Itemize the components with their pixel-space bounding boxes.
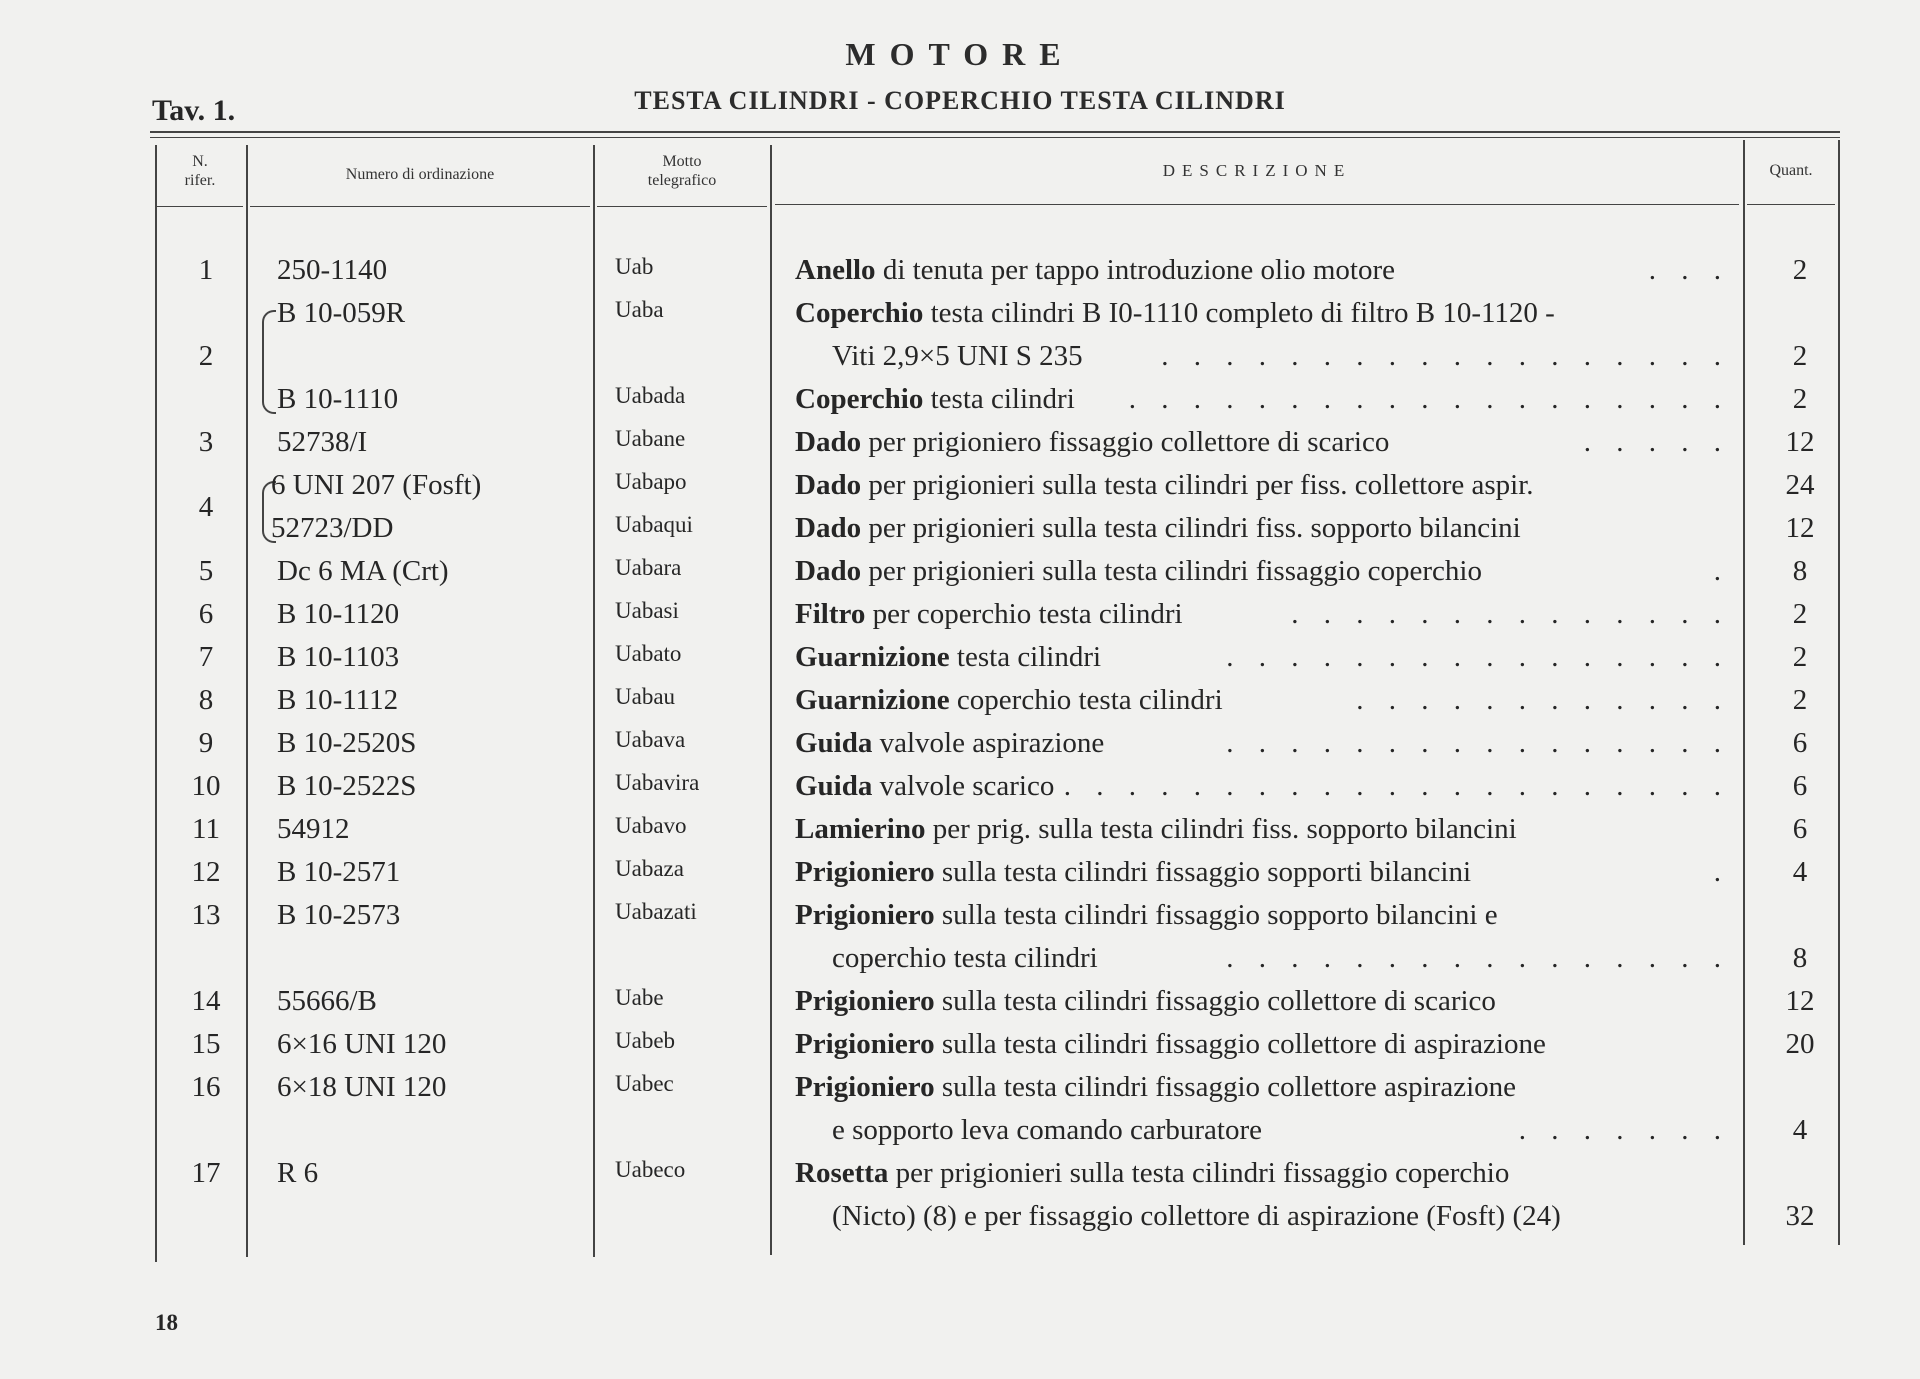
table-row: [0, 641, 1920, 684]
row-quantity: 2: [1792, 383, 1808, 415]
row-motto: Uabec: [615, 1071, 674, 1096]
page-number: 18: [155, 1310, 178, 1335]
row-rif: 12: [191, 856, 221, 888]
row-motto: Uabara: [615, 555, 682, 580]
table-row: [0, 727, 1920, 770]
row-part-number: B 10-2573: [277, 899, 401, 931]
row-part-number: 6×18 UNI 120: [277, 1071, 447, 1103]
row-motto: Uabane: [615, 426, 686, 451]
table-row: [0, 899, 1920, 942]
row-description: Dado per prigionieri sulla testa cilindri fiss. sopporto bilancini: [795, 512, 1521, 544]
row-description: (Nicto) (8) e per fissaggio collettore di aspirazione (Fosft) (24): [832, 1200, 1561, 1232]
row-quantity: 12: [1785, 512, 1815, 544]
table-row: [0, 1028, 1920, 1071]
header-underline-rif: [157, 206, 243, 207]
row-rif: 2: [198, 340, 214, 372]
table-number: Tav. 1.: [152, 94, 236, 127]
table-top-rule: [150, 131, 1840, 133]
row-part-number: 250-1140: [277, 254, 388, 286]
row-quantity: 12: [1785, 426, 1815, 458]
row-rif: 3: [198, 426, 214, 458]
row-motto: Uabeco: [615, 1157, 686, 1182]
row-rif: 15: [191, 1028, 221, 1060]
header-numero: Numero di ordinazione: [345, 166, 495, 183]
row-description: Coperchio testa cilindri . . . . . . . . . . . . . . . . . . .: [795, 383, 1730, 415]
page-title: MOTORE: [845, 36, 1075, 72]
row-part-number: B 10-1110: [277, 383, 399, 415]
row-part-number: Dc 6 MA (Crt): [277, 555, 449, 587]
row-description: Guarnizione coperchio testa cilindri . . . . . . . . . . . .: [795, 684, 1730, 716]
page-subtitle: TESTA CILINDRI - COPERCHIO TESTA CILINDRI: [634, 86, 1286, 115]
row-motto: Uabasi: [615, 598, 679, 623]
row-quantity: 20: [1785, 1028, 1815, 1060]
row-description: Viti 2,9×5 UNI S 235 . . . . . . . . . . . . . . . . . .: [832, 340, 1730, 372]
header-underline-quant: [1747, 204, 1835, 205]
row-quantity: 2: [1792, 641, 1808, 673]
table-row: [0, 555, 1920, 598]
table-row: [0, 598, 1920, 641]
table-row: [0, 297, 1920, 340]
row-quantity: 8: [1792, 555, 1808, 587]
row-quantity: 2: [1792, 684, 1808, 716]
row-motto: Uaba: [615, 297, 664, 322]
row-part-number: B 10-059R: [277, 297, 406, 329]
row-rif: 10: [191, 770, 221, 802]
row-rif: 6: [198, 598, 214, 630]
row-description: Dado per prigionieri sulla testa cilindri per fiss. collettore aspir.: [795, 469, 1534, 501]
row-quantity: 4: [1792, 1114, 1808, 1146]
table-row: [0, 512, 1920, 555]
header-rif: N. rifer.: [184, 153, 216, 189]
row-motto: Uabazati: [615, 899, 697, 924]
row-motto: Uabaza: [615, 856, 684, 881]
row-motto: Uabaqui: [615, 512, 693, 537]
row-part-number: 6 UNI 207 (Fosft): [271, 469, 482, 501]
row-motto: Uabavira: [615, 770, 700, 795]
row-motto: Uabe: [615, 985, 664, 1010]
row-motto: Uab: [615, 254, 654, 279]
table-row: [0, 426, 1920, 469]
row-rif: 16: [191, 1071, 221, 1103]
row-rif: 7: [198, 641, 214, 673]
row-rif: 14: [191, 985, 221, 1017]
row-description: Dado per prigioniero fissaggio collettore di scarico . . . . .: [795, 426, 1730, 458]
row-part-number: 54912: [277, 813, 350, 845]
row-motto: Uabau: [615, 684, 676, 709]
row-description: Guida valvole aspirazione . . . . . . . . . . . . . . . .: [795, 727, 1730, 759]
row-quantity: 12: [1785, 985, 1815, 1017]
row-rif: 1: [198, 254, 214, 286]
table-row: [0, 684, 1920, 727]
header-underline-desc: [775, 204, 1739, 205]
table-row: [0, 1157, 1920, 1200]
row-motto: Uabada: [615, 383, 686, 408]
row-part-number: B 10-2522S: [277, 770, 417, 802]
row-motto: Uabato: [615, 641, 682, 666]
row-description: Prigioniero sulla testa cilindri fissaggio sopporti bilancini .: [795, 856, 1730, 888]
row-description: Prigioniero sulla testa cilindri fissaggio collettore di aspirazione: [795, 1028, 1546, 1060]
header-underline-motto: [597, 206, 767, 207]
table-row: [0, 942, 1920, 985]
table-top-rule-inner: [150, 137, 1840, 138]
row-description: Prigioniero sulla testa cilindri fissaggio sopporto bilancini e: [795, 899, 1498, 931]
row-description: Prigioniero sulla testa cilindri fissaggio collettore di scarico: [795, 985, 1496, 1017]
table-row: [0, 1200, 1920, 1243]
table-row: [0, 770, 1920, 813]
row-part-number: 55666/B: [277, 985, 377, 1017]
row-motto: Uabeb: [615, 1028, 676, 1053]
header-underline-numero: [250, 206, 590, 207]
row-part-number: B 10-1112: [277, 684, 399, 716]
row-rif: 11: [192, 813, 220, 845]
row-motto: Uabapo: [615, 469, 687, 494]
row-quantity: 8: [1792, 942, 1808, 974]
row-description: e sopporto leva comando carburatore . . . . . . .: [832, 1114, 1730, 1146]
header-quant: Quant.: [1769, 162, 1813, 179]
row-rif: 5: [198, 555, 214, 587]
row-description: Guida valvole scarico . . . . . . . . . . . . . . . . . . . . .: [795, 770, 1730, 802]
row-part-number: 6×16 UNI 120: [277, 1028, 447, 1060]
row-quantity: 6: [1792, 727, 1808, 759]
table-row: [0, 985, 1920, 1028]
table-row: [0, 254, 1920, 297]
row-part-number: B 10-2520S: [277, 727, 417, 759]
row-description: Dado per prigionieri sulla testa cilindri fissaggio coperchio .: [795, 555, 1730, 587]
row-description: Filtro per coperchio testa cilindri . . . . . . . . . . . . . .: [795, 598, 1730, 630]
row-description: coperchio testa cilindri . . . . . . . . . . . . . . . .: [832, 942, 1730, 974]
table-row: [0, 856, 1920, 899]
row-description: Coperchio testa cilindri B I0-1110 completo di filtro B 10-1120 -: [795, 297, 1555, 329]
row-part-number: 52738/I: [277, 426, 368, 458]
row-part-number: B 10-2571: [277, 856, 401, 888]
row-rif: 8: [198, 684, 214, 716]
row-quantity: 4: [1792, 856, 1808, 888]
header-motto: Motto telegrafico: [647, 153, 717, 189]
row-quantity: 2: [1792, 598, 1808, 630]
row-rif: 13: [191, 899, 221, 931]
row-rif: 17: [191, 1157, 221, 1189]
row-rif: 4: [198, 491, 214, 523]
row-quantity: 2: [1792, 254, 1808, 286]
row-part-number: B 10-1103: [277, 641, 400, 673]
table-row: [0, 469, 1920, 523]
row-rif: 9: [198, 727, 214, 759]
row-part-number: R 6: [277, 1157, 319, 1189]
row-part-number: 52723/DD: [271, 512, 394, 544]
row-motto: Uabavo: [615, 813, 687, 838]
table-row: [0, 340, 1920, 383]
table-row: [0, 1071, 1920, 1114]
table-row: [0, 1114, 1920, 1157]
table-row: [0, 813, 1920, 856]
row-quantity: 2: [1792, 340, 1808, 372]
row-description: Rosetta per prigionieri sulla testa cilindri fissaggio coperchio: [795, 1157, 1510, 1189]
row-quantity: 24: [1785, 469, 1815, 501]
row-description: Guarnizione testa cilindri . . . . . . . . . . . . . . . .: [795, 641, 1730, 673]
row-part-number: B 10-1120: [277, 598, 400, 630]
row-quantity: 32: [1785, 1200, 1815, 1232]
row-description: Lamierino per prig. sulla testa cilindri fiss. sopporto bilancini: [795, 813, 1517, 845]
row-description: Anello di tenuta per tappo introduzione olio motore . . .: [795, 254, 1730, 286]
row-quantity: 6: [1792, 813, 1808, 845]
table-row: [0, 383, 1920, 426]
row-quantity: 6: [1792, 770, 1808, 802]
header-descrizione: DESCRIZIONE: [1162, 161, 1352, 180]
row-description: Prigioniero sulla testa cilindri fissaggio collettore aspirazione: [795, 1071, 1517, 1103]
row-motto: Uabava: [615, 727, 686, 752]
